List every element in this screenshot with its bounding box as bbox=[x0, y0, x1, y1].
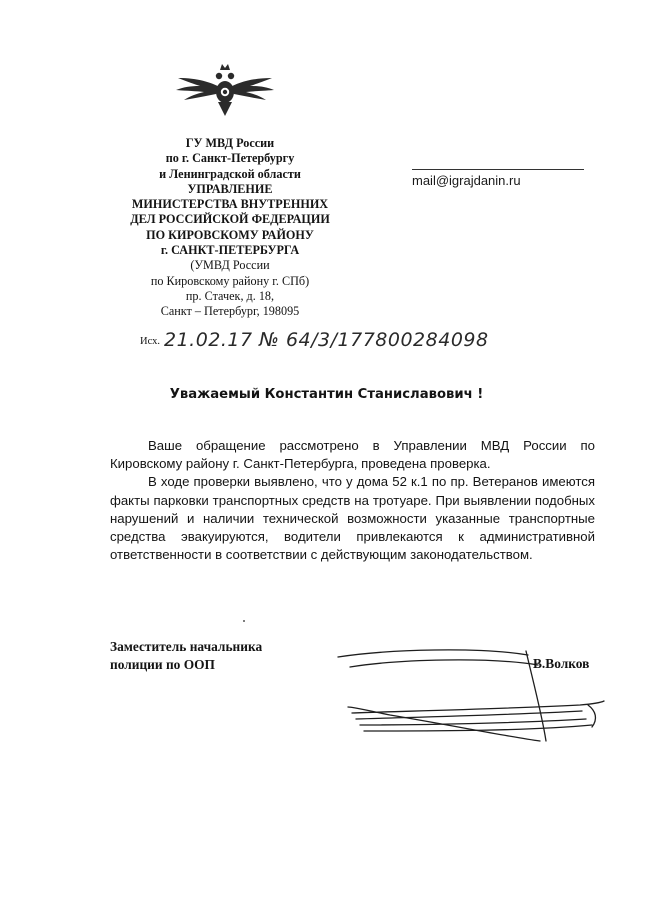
org-line: УПРАВЛЕНИЕ bbox=[187, 181, 273, 196]
recipient-email: mail@igrajdanin.ru bbox=[412, 173, 521, 188]
signatory-title-line: полиции по ООП bbox=[110, 657, 215, 672]
org-line: по г. Санкт-Петербургу bbox=[165, 151, 295, 166]
signatory-title-line: Заместитель начальника bbox=[110, 639, 263, 654]
org-line: МИНИСТЕРСТВА ВНУТРЕННИХ bbox=[131, 197, 329, 212]
info-line: Санкт – Петербург, 198095 bbox=[160, 304, 300, 319]
letter-body bbox=[110, 437, 595, 564]
outgoing-handwritten-number: 21.02.17 № 64/3/177800284098 bbox=[164, 329, 489, 351]
info-line: по Кировскому району г. СПб) bbox=[150, 273, 310, 288]
org-line: г. САНКТ-ПЕТЕРБУРГА bbox=[160, 243, 300, 258]
outgoing-prefix: Исх. bbox=[140, 336, 160, 347]
info-line: (УМВД России bbox=[190, 258, 270, 273]
signatory-name: В.Волков bbox=[533, 656, 590, 671]
org-line: ПО КИРОВСКОМУ РАЙОНУ bbox=[146, 227, 314, 242]
org-line: и Ленинградской области bbox=[159, 166, 301, 181]
mvd-eagle-emblem-icon bbox=[170, 52, 280, 122]
body-paragraph: В ходе проверки выявлено, что у дома 52 к.1 по пр. Ветеранов имеются факты парковки транспортных средств на тротуаре. При выявлении подобных нарушений и наличии технической возможности указанные транспортные средства эвакуируются, водители привлекаются к административной ответственности в соответствии с действующим законодательством. bbox=[110, 474, 595, 563]
info-line: пр. Стачек, д. 18, bbox=[185, 288, 275, 303]
signatory-title bbox=[110, 638, 262, 674]
greeting: Уважаемый Константин Станиславович ! bbox=[169, 387, 484, 402]
body-paragraph: Ваше обращение рассмотрено в Управлении МВД России по Кировскому району г. Санкт-Петербурга, проведена проверка. bbox=[110, 438, 595, 472]
org-line: ДЕЛ РОССИЙСКОЙ ФЕДЕРАЦИИ bbox=[130, 212, 330, 227]
scan-speck bbox=[243, 620, 245, 622]
recipient-line bbox=[412, 169, 584, 170]
org-line: ГУ МВД России bbox=[185, 136, 275, 150]
sender-block bbox=[95, 136, 365, 320]
